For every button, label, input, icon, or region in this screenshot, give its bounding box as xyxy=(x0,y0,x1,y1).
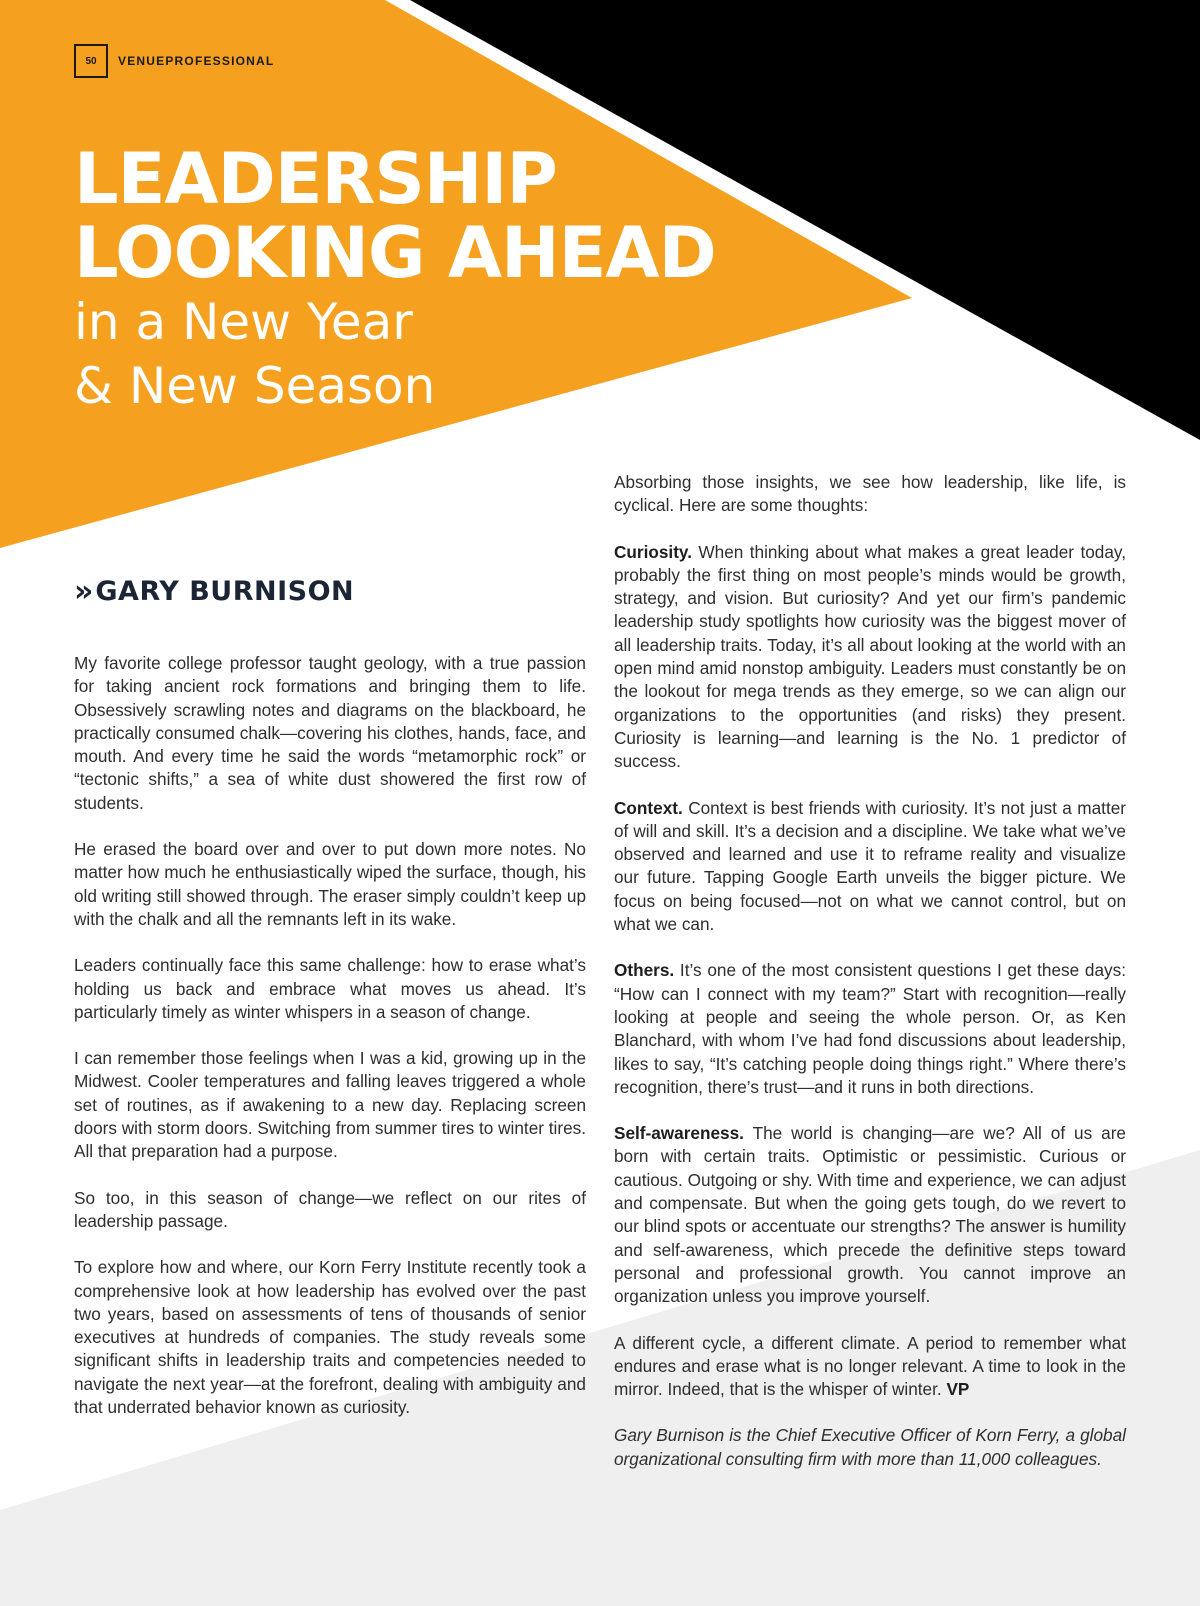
subtitle-line-1: in a New Year xyxy=(74,293,413,351)
section-text: The world is changing—are we? All of us are born with certain traits. Optimistic or pessimistic. Curious or cautious. Outgoing or shy. With time and experience, we can adjust and compensate. But when the going gets tough, do we revert to our blind spots or accentuate our strengths? The answer is humility and self-awareness, which precede the definitive steps toward personal and professional growth. You cannot improve an organization unless you improve yourself. xyxy=(614,1123,1126,1307)
paragraph: Absorbing those insights, we see how leadership, like life, is cyclical. Here are some thoughts: xyxy=(614,472,1126,516)
paragraph: Leaders continually face this same challenge: how to erase what’s holding us back and embrace what moves us ahead. It’s particularly timely as winter whispers in a season of change. xyxy=(74,955,586,1022)
publication-name-bold: VENUE xyxy=(118,54,166,68)
subtitle-line-2: & New Season xyxy=(74,357,436,415)
paragraph: To explore how and where, our Korn Ferry Institute recently took a comprehensive look at how leadership has evolved over the past two years, based on assessments of tens of thousands of senior executives at hundreds of companies. The study reveals some significant shifts in leadership traits and competencies needed to navigate the next year—at the forefront, dealing with ambiguity and that underrated behavior known as curiosity. xyxy=(74,1257,586,1418)
paragraph: I can remember those feelings when I was a kid, growing up in the Midwest. Cooler temperatures and falling leaves triggered a whole set of routines, as if awakening to a new day. Replacing screen doors with storm doors. Switching from summer tires to winter tires. All that preparation had a purpose. xyxy=(74,1048,586,1162)
title-line-2: LOOKING AHEAD xyxy=(74,212,716,294)
left-column xyxy=(74,652,586,1442)
publication-name xyxy=(118,54,274,68)
section-lead: Curiosity. xyxy=(614,541,692,562)
section-others xyxy=(614,959,1126,1099)
end-mark: VP xyxy=(946,1379,970,1400)
paragraph: So too, in this season of change—we reflect on our rites of leadership passage. xyxy=(74,1187,586,1231)
right-column xyxy=(614,471,1126,1494)
article-title xyxy=(74,138,716,418)
section-lead: Others. xyxy=(614,960,675,981)
closing-paragraph xyxy=(614,1332,1126,1402)
section-self-awareness xyxy=(614,1122,1126,1308)
page-number: 50 xyxy=(74,44,108,78)
paragraph: He erased the board over and over to put down more notes. No matter how much he enthusiastically wiped the surface, though, his old writing still showed through. The eraser simply couldn’t keep up with the chalk and all the remnants left in its wake. xyxy=(74,839,586,929)
section-lead: Self-awareness. xyxy=(614,1123,744,1144)
section-text: Context is best friends with curiosity. It’s not just a matter of will and skill. It’s a decision and a discipline. We take what we’ve observed and learned and use it to reframe reality and visualize our future. Tapping Google Earth unveils the bigger picture. We focus on being focused—not on what we cannot control, but on what we can. xyxy=(614,797,1126,935)
author-bio: Gary Burnison is the Chief Executive Officer of Korn Ferry, a global organizational consulting firm with more than 11,000 colleagues. xyxy=(614,1425,1126,1469)
section-curiosity xyxy=(614,541,1126,774)
title-line-1: LEADERSHIP xyxy=(74,138,557,220)
section-text: When thinking about what makes a great leader today, probably the first thing on most people’s minds would be growth, strategy, and vision. But curiosity? And yet our firm’s pandemic leadership study spotlights how curiosity was the biggest mover of all leadership traits. Today, it’s all about looking at the world with an open mind amid nonstop ambiguity. Leaders must constantly be on the lookout for mega trends as they emerge, so we can align our organizations to the opportunities (and risks) they present. Curiosity is learning—and learning is the No. 1 predictor of success. xyxy=(614,541,1126,772)
page-header xyxy=(74,44,274,78)
double-chevron-icon: » xyxy=(74,574,90,609)
author-name: GARY BURNISON xyxy=(95,576,355,607)
paragraph: My favorite college professor taught geology, with a true passion for taking ancient rock formations and bringing them to life. Obsessively scrawling notes and diagrams on the blackboard, he practically consumed chalk—covering his clothes, hands, face, and mouth. And every time he said the words “metamorphic rock” or “tectonic shifts,” a sea of white dust showered the first row of students. xyxy=(74,653,586,813)
section-context xyxy=(614,797,1126,937)
closing-text: A different cycle, a different climate. A period to remember what endures and erase what is no longer relevant. A time to look in the mirror. Indeed, that is the whisper of winter. xyxy=(614,1332,1126,1400)
publication-name-rest: PROFESSIONAL xyxy=(165,54,275,68)
section-lead: Context. xyxy=(614,797,683,818)
section-text: It’s one of the most consistent questions I get these days: “How can I connect with my team?” Start with recognition—really looking at people and seeing the whole person. Or, as Ken Blanchard, with whom I’ve had fond discussions about leadership, likes to say, “It’s catching people doing things right.” Where there’s recognition, there’s trust—and it runs in both directions. xyxy=(614,960,1126,1097)
byline xyxy=(74,574,354,609)
